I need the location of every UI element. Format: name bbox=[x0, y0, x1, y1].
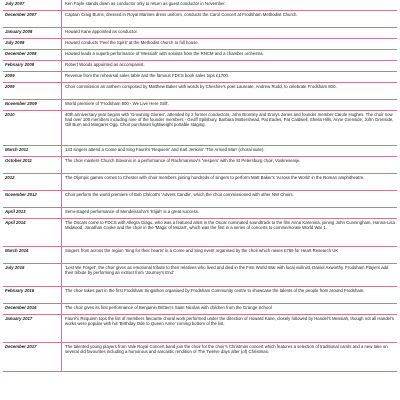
timeline-date: January 2017 bbox=[3, 314, 62, 342]
timeline-date: April 2014 bbox=[3, 218, 62, 246]
timeline-date: November 2009 bbox=[3, 99, 62, 110]
timeline-date: April 2013 bbox=[3, 207, 62, 218]
timeline-row bbox=[3, 218, 397, 246]
timeline-row bbox=[3, 207, 397, 218]
timeline-row bbox=[3, 49, 397, 60]
timeline-row bbox=[3, 0, 397, 10]
timeline-description: The choir gives its first performance of Benjamin Britten's Saint Nicolas with children from the Grange School bbox=[62, 303, 398, 314]
timeline-date: March 2014 bbox=[3, 246, 62, 263]
timeline-row bbox=[3, 190, 397, 207]
timeline-description: Semi-staged performance of Mendelssohn's 'Elijah' is a great success. bbox=[62, 207, 398, 218]
timeline-date: January 2008 bbox=[3, 27, 62, 38]
timeline-description: Howard leads a superb performance of 'Messiah' with soloists from the RNCM and a chamber orchestra. bbox=[62, 49, 398, 60]
timeline-date: December 2008 bbox=[3, 49, 62, 60]
timeline-description: The talented young players from Vale Royal Concert band join the choir for the choir's Christmas concert which features a selection of traditional carols and a new take on several old favourites including a humorous and sarcastic rendition of The Twelve days after (of) Christmas. bbox=[62, 342, 398, 371]
timeline-row bbox=[3, 173, 397, 190]
timeline-date: October 2011 bbox=[3, 156, 62, 173]
timeline-description: Ken Fayle stands down as conductor only to return as guest conductor in November. bbox=[62, 0, 398, 10]
timeline-date: December 2016 bbox=[3, 303, 62, 314]
timeline-date: July 2007 bbox=[3, 0, 62, 10]
timeline-date: March 2011 bbox=[3, 145, 62, 156]
timeline-description: 133 singers attend a Come and Sing Fauré's 'Requiem' and Karl Jenkins' 'The Armed Man' (choral suite). bbox=[62, 145, 398, 156]
timeline-row bbox=[3, 342, 397, 371]
timeline-date: July 2008 bbox=[3, 38, 62, 49]
timeline-description: 40th anniversary year begins with 'Growning Glories', attended by 2 former conductors, John Bromley and Emrys Jones and founder member Carole Hughes. The choir now had over 100 members including nine of the founder members - Geoff Spilsbury, Barbara Mottershead, Pat Eades, Pat Caldwell, Sheila Hills, Anne Grenside, John Grenside, Gill Burn and Margaret Ogg. Choir purchases lightweight portable staging. bbox=[62, 110, 398, 145]
timeline-description: Captain Craig Burns, dressed in Royal Marines dress uniform, conducts the Carol Concert at Frodsham Methodist Church. bbox=[62, 10, 398, 27]
timeline-table bbox=[3, 0, 397, 372]
timeline-date: February 2016 bbox=[3, 286, 62, 303]
timeline-description: Fauré's Requiem tops the list of members favourite choral work performed under the direction of Howard Kane, closely followed by Handel's Messiah, though not all Handel's works were popular with his 'Birthday Ode to Queen Anne' coming bottom of the list. bbox=[62, 314, 398, 342]
timeline-date: July 2015 bbox=[3, 263, 62, 286]
timeline-description: Choir perform the world premiere of Bob Chilcott's 'Advent Candle', which the choir commissioned with other NW Choirs. bbox=[62, 190, 398, 207]
timeline-row bbox=[3, 60, 397, 71]
timeline-row bbox=[3, 263, 397, 286]
timeline-row bbox=[3, 82, 397, 99]
timeline-date: 2009 bbox=[3, 71, 62, 82]
timeline-date: November 2012 bbox=[3, 190, 62, 207]
timeline-date: 2009 bbox=[3, 82, 62, 99]
timeline-row bbox=[3, 145, 397, 156]
timeline-description: Howard conducts 'Feel the Spirit' at the Methodist church to full house. bbox=[62, 38, 398, 49]
timeline-row bbox=[3, 286, 397, 303]
timeline-description: World premiere of 'Frodsham 800 - We Live Here Still'. bbox=[62, 99, 398, 110]
timeline-description: Choir commission an anthem composed by Matthew Baker with words by Cheshire's poet Laureate, Andrew Rudd, to celebrate Frodsham 800. bbox=[62, 82, 398, 99]
timeline-row bbox=[3, 110, 397, 145]
timeline-date: December 2007 bbox=[3, 10, 62, 27]
timeline-description: 'Lest We Forget', the choir gives an emotional tribute to their relatives who lived and died in the First World War with local violinist, Daniel Axworthy. Frodsham Players add their tribute by performing an extract from 'Journey's End' bbox=[62, 263, 398, 286]
timeline-description: The choir masters Church Slavonic in a performance of Rachmaninov's 'Vespers' with the St Petersburg choir, Voskresenije. bbox=[62, 156, 398, 173]
timeline-date: February 2009 bbox=[3, 60, 62, 71]
timeline-row bbox=[3, 246, 397, 263]
timeline-date: 2010 bbox=[3, 110, 62, 145]
timeline-row bbox=[3, 10, 397, 27]
timeline-body bbox=[3, 0, 397, 371]
timeline-date: 2012 bbox=[3, 173, 62, 190]
timeline-description: Revenue from the rehearsal sales table and the famous FDCS book sales tops £1700. bbox=[62, 71, 398, 82]
timeline-description: The Olympic games comes to Chester with choir members joining hundreds of singers to perform Matt Baker's 'Across the World' in the Roman amphitheatre. bbox=[62, 173, 398, 190]
timeline-row bbox=[3, 38, 397, 49]
timeline-description: Robert Woods appointed as accompanist. bbox=[62, 60, 398, 71]
timeline-description: The Oscars come to FDCS with Allegra Giagu, who was a featured artist in the Oscar nominated soundtrack to the film Anna Karenina, joining John Cunningham, Hanna-Lisa Midwood, Jonathan Cooke and the choir in the 'Magic of Mozart', which was the first in a series of concerts to commemorate World War 1. bbox=[62, 218, 398, 246]
timeline-row bbox=[3, 314, 397, 342]
timeline-row bbox=[3, 156, 397, 173]
timeline-date: December 2017 bbox=[3, 342, 62, 371]
timeline-description: Howard Kane appointed as conductor. bbox=[62, 27, 398, 38]
timeline-description: The choir takes part in the first Frodsham Singathon organised by Frodsham Community centre to showcase the talents of the people from around Frodsham. bbox=[62, 286, 398, 303]
timeline-row bbox=[3, 99, 397, 110]
timeline-row bbox=[3, 71, 397, 82]
timeline-row bbox=[3, 303, 397, 314]
timeline-row bbox=[3, 27, 397, 38]
timeline-description: Singers from across the region 'Sing for their hearts' in a Come and Sing event organised by the choir which raises £769 for Heart Research UK bbox=[62, 246, 398, 263]
